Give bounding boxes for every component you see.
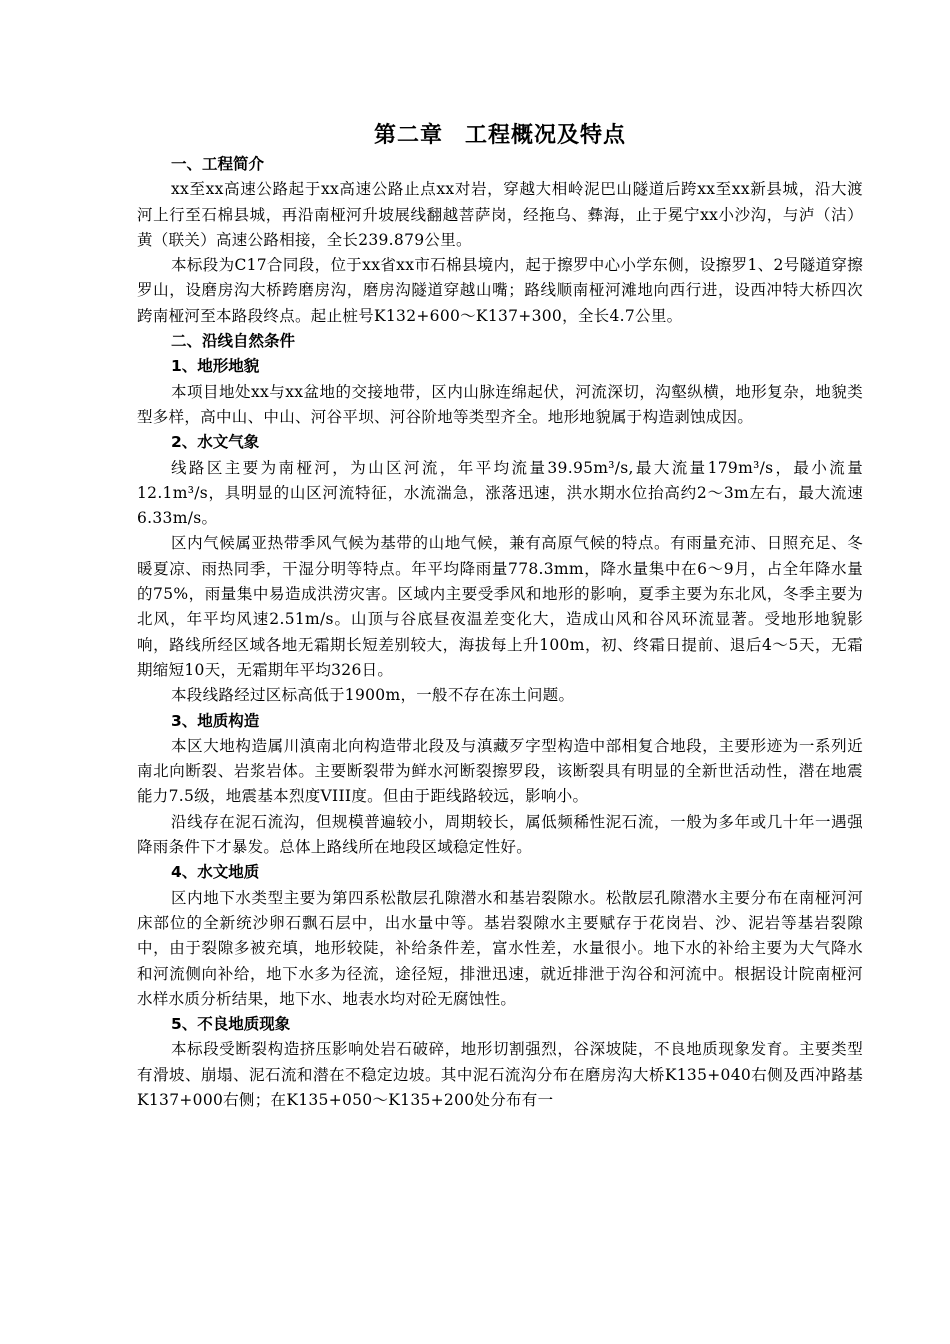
paragraph: xx至xx高速公路起于xx高速公路止点xx对岩，穿越大相岭泥巴山隧道后跨xx至xx新县城，沿大渡河上行至石棉县城，再沿南桠河升坡展线翻越菩萨岗，经拖乌、彝海，止于冕宁xx小沙沟，与泸（沽）黄（联关）高速公路相接，全长239.879公里。	[137, 180, 863, 249]
paragraph: 本标段受断裂构造挤压影响处岩石破碎，地形切割强烈，谷深坡陡，不良地质现象发育。主要类型有滑坡、崩塌、泥石流和潜在不稳定边坡。其中泥石流沟分布在磨房沟大桥K135+040右侧及西冲路基K137+000右侧；在K135+050～K135+200处分布有一	[137, 1040, 863, 1109]
paragraph: 区内气候属亚热带季风气候为基带的山地气候，兼有高原气候的特点。有雨量充沛、日照充足、冬暖夏凉、雨热同季，干湿分明等特点。年平均降雨量778.3mm，降水量集中在6～9月，占全年降水量的75%，雨量集中易造成洪涝灾害。区域内主要受季风和地形的影响，夏季主要为东北风，冬季主要为北风，年平均风速2.51m/s。山顶与谷底昼夜温差变化大，造成山风和谷风环流显著。受地形地貌影响，路线所经区域各地无霜期长短差别较大，海拔每上升100m，初、终霜日提前、退后4～5天，无霜期缩短10天，无霜期年平均326日。	[137, 534, 863, 679]
chapter-number: 第二章	[373, 123, 443, 148]
section-heading-overview: 一、工程简介	[171, 155, 265, 173]
paragraph: 线路区主要为南桠河，为山区河流，年平均流量39.95m³/s,最大流量179m³/s，最小流量12.1m³/s，具明显的山区河流特征，水流湍急，涨落迅速，洪水期水位抬高约2～3m左右，最大流速6.33m/s。	[137, 458, 863, 528]
paragraph: 本段线路经过区标高低于1900m，一般不存在冻土问题。	[171, 686, 575, 705]
paragraph: 区内地下水类型主要为第四系松散层孔隙潜水和基岩裂隙水。松散层孔隙潜水主要分布在南桠河河床部位的全新统沙卵石飘石层中，出水量中等。基岩裂隙水主要赋存于花岗岩、沙、泥岩等基岩裂隙中，由于裂隙多被充填，地形较陡，补给条件差，富水性差，水量很小。地下水的补给主要为大气降水和河流侧向补给，地下水多为径流，途径短，排泄迅速，就近排泄于沟谷和河流中。根据设计院南桠河水样水质分析结果，地下水、地表水均对砼无腐蚀性。	[137, 888, 863, 1008]
subsection-heading-hydrogeology: 4、水文地质	[171, 863, 260, 882]
document-body	[137, 120, 863, 1113]
subsection-heading-adverse-geology: 5、不良地质现象	[171, 1015, 291, 1034]
chapter-title	[137, 120, 863, 152]
paragraph: 本标段为C17合同段，位于xx省xx市石棉县境内，起于擦罗中心小学东侧，设擦罗1、2号隧道穿擦罗山，设磨房沟大桥跨磨房沟，磨房沟隧道穿越山嘴；路线顺南桠河滩地向西行进，设西冲特大桥四次跨南桠河至本路段终点。起止桩号K132+600～K137+300，全长4.7公里。	[137, 256, 863, 325]
subsection-heading-terrain: 1、地形地貌	[171, 357, 260, 376]
paragraph: 本区大地构造属川滇南北向构造带北段及与滇藏歹字型构造中部相复合地段，主要形迹为一系列近南北向断裂、岩浆岩体。主要断裂带为鲜水河断裂擦罗段，该断裂具有明显的全新世活动性，潜在地震能力7.5级，地震基本烈度VIII度。但由于距线路较远，影响小。	[137, 736, 863, 806]
section-heading-natural-conditions: 二、沿线自然条件	[171, 332, 296, 351]
paragraph: 沿线存在泥石流沟，但规模普遍较小，周期较长，属低频稀性泥石流，一般为多年或几十年一遇强降雨条件下才暴发。总体上路线所在地段区域稳定性好。	[137, 812, 863, 857]
subsection-heading-geology: 3、地质构造	[171, 711, 260, 730]
subsection-heading-hydrology-climate: 2、水文气象	[171, 433, 260, 452]
chapter-name: 工程概况及特点	[465, 123, 627, 148]
paragraph: 本项目地处xx与xx盆地的交接地带，区内山脉连绵起伏，河流深切，沟壑纵横，地形复杂，地貌类型多样，高中山、中山、河谷平坝、河谷阶地等类型齐全。地形地貌属于构造剥蚀成因。	[137, 382, 863, 426]
